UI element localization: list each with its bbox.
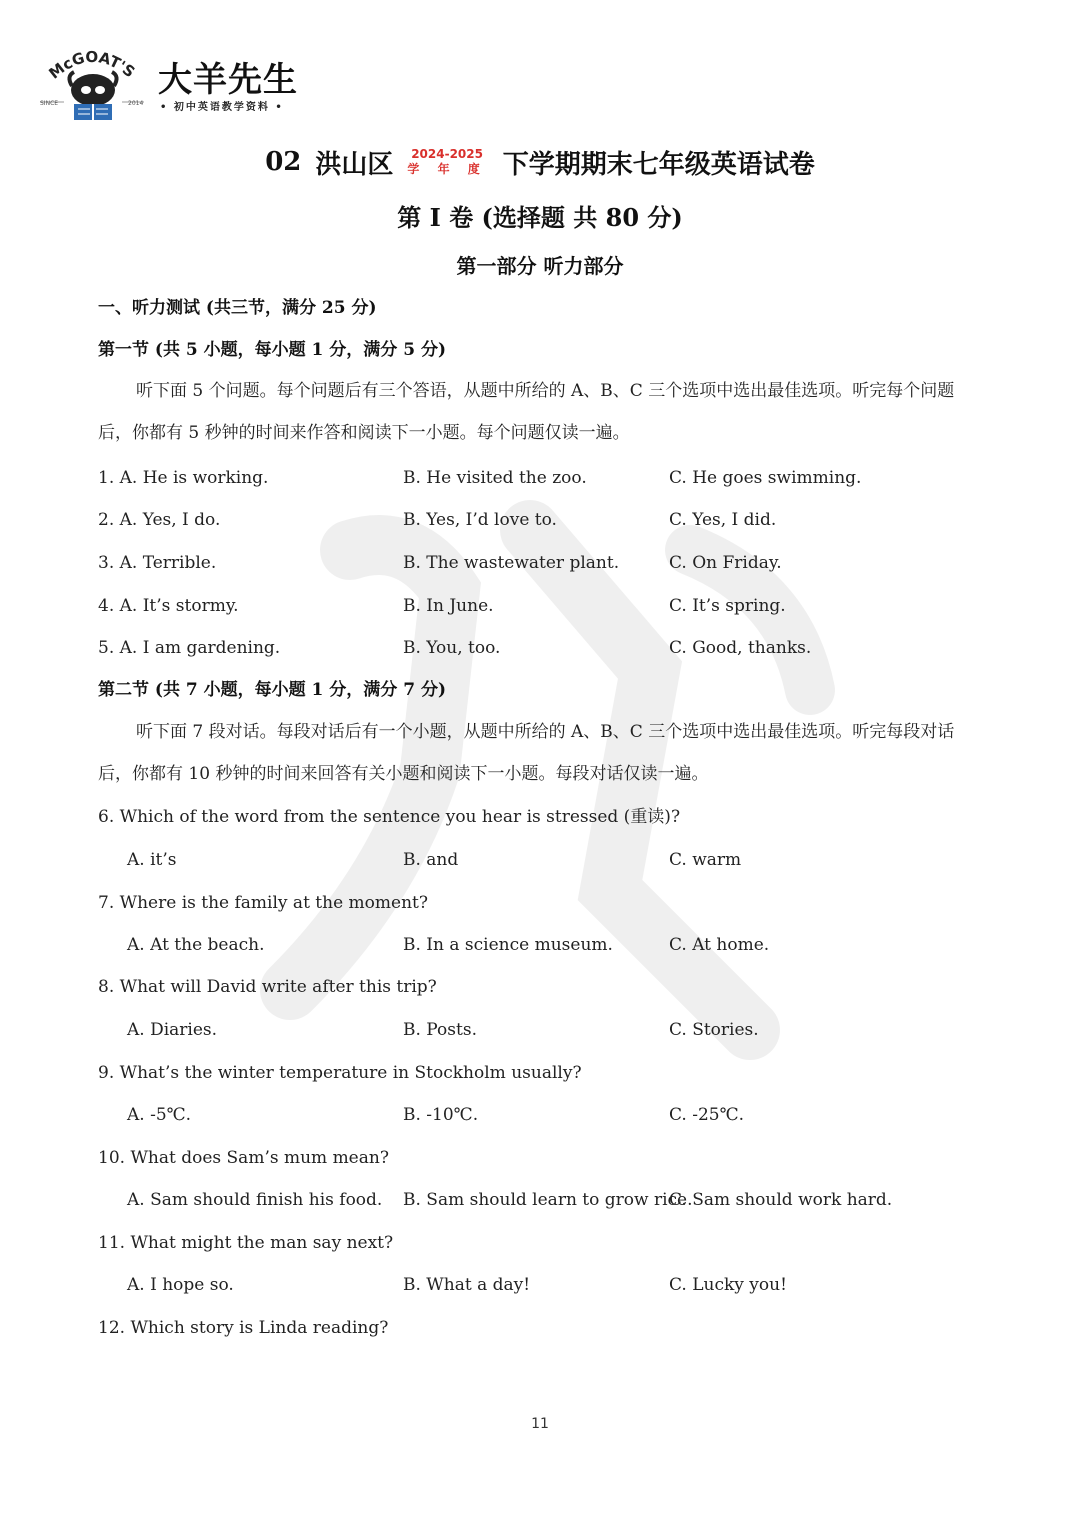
- q3-option-c: C. On Friday.: [669, 553, 782, 573]
- q2-option-c: C. Yes, I did.: [669, 510, 777, 530]
- q12-stem: 12. Which story is Linda reading?: [98, 1318, 389, 1338]
- brand-logo: [36, 46, 306, 130]
- q8-option-a: A. Diaries.: [127, 1020, 218, 1040]
- section1-instructions: 听下面 5 个问题。每个问题后有三个答语，从题中所给的 A、B、C 三个选项中选出最佳选项。听完每个问题后，你都有 5 秒钟的时间来作答和阅读下一小题。每个问题仅读一遍。: [98, 381, 955, 443]
- q4-option-a: 4. A. It’s stormy.: [98, 596, 239, 616]
- title-text: 下学期期末七年级英语试卷: [502, 149, 815, 180]
- q11-option-a: A. I hope so.: [127, 1275, 234, 1295]
- q11-stem: 11. What might the man say next?: [98, 1233, 394, 1253]
- q4-option-b: B. In June.: [403, 596, 494, 616]
- q7-option-b: B. In a science museum.: [403, 935, 613, 955]
- q6-stem: 6. Which of the word from the sentence you hear is stressed (重读)?: [98, 807, 681, 827]
- brand-tagline: • 初中英语教学资料 •: [160, 102, 284, 113]
- section-main-heading: 一、听力测试 (共三节，满分 25 分): [98, 298, 377, 318]
- q9-stem: 9. What’s the winter temperature in Stockholm usually?: [98, 1063, 582, 1083]
- q5-option-a: 5. A. I am gardening.: [98, 638, 281, 658]
- section2-heading: 第二节 (共 7 小题，每小题 1 分，满分 7 分): [98, 680, 447, 700]
- brand-arc-text: [40, 46, 144, 86]
- q9-option-b: B. -10℃.: [403, 1105, 479, 1125]
- q8-option-b: B. Posts.: [403, 1020, 477, 1040]
- title-number: 02: [265, 147, 302, 177]
- school-year: 2024-2025: [411, 147, 483, 161]
- section2-instructions: 听下面 7 段对话。每段对话后有一个小题，从题中所给的 A、B、C 三个选项中选出最佳选项。听完每段对话后，你都有 10 秒钟的时间来回答有关小题和阅读下一小题。每段对话仅读一遍。: [98, 722, 955, 784]
- q1-option-c: C. He goes swimming.: [669, 468, 862, 488]
- q10-option-c: C. Sam should work hard.: [669, 1190, 893, 1210]
- q5-option-b: B. You, too.: [403, 638, 501, 658]
- q2-option-b: B. Yes, I’d love to.: [403, 510, 557, 530]
- q11-option-b: B. What a day!: [403, 1275, 531, 1295]
- brand-name: 大羊先生: [158, 60, 298, 100]
- q7-option-c: C. At home.: [669, 935, 770, 955]
- q3-option-b: B. The wastewater plant.: [403, 553, 620, 573]
- school-year-label: 学 年 度: [407, 162, 487, 176]
- q5-option-c: C. Good, thanks.: [669, 638, 812, 658]
- q10-stem: 10. What does Sam’s mum mean?: [98, 1148, 389, 1168]
- logo-year: 2014: [128, 100, 144, 107]
- q8-option-c: C. Stories.: [669, 1020, 759, 1040]
- svg-text:McGOAT'S: McGOAT'S: [45, 47, 139, 83]
- q6-option-a: A. it’s: [127, 850, 177, 870]
- goat-badge: [36, 46, 148, 130]
- q2-option-a: 2. A. Yes, I do.: [98, 510, 221, 530]
- volume-title: 第 I 卷 (选择题 共 80 分): [397, 203, 683, 232]
- q6-option-c: C. warm: [669, 850, 742, 870]
- logo-since: SINCE: [40, 100, 59, 107]
- school-year-stamp: [407, 147, 486, 177]
- q9-option-a: A. -5℃.: [127, 1105, 192, 1125]
- section1-heading: 第一节 (共 5 小题，每小题 1 分，满分 5 分): [98, 340, 447, 360]
- q10-option-a: A. Sam should finish his food.: [127, 1190, 383, 1210]
- exam-title: [0, 140, 1080, 184]
- q3-option-a: 3. A. Terrible.: [98, 553, 217, 573]
- q1-option-a: 1. A. He is working.: [98, 468, 269, 488]
- q8-stem: 8. What will David write after this trip?: [98, 977, 437, 997]
- q11-option-c: C. Lucky you!: [669, 1275, 787, 1295]
- title-district: 洪山区: [315, 149, 394, 180]
- q7-stem: 7. Where is the family at the moment?: [98, 893, 428, 913]
- page-number: 11: [531, 1416, 549, 1432]
- q9-option-c: C. -25℃.: [669, 1105, 745, 1125]
- part-title: 第一部分 听力部分: [456, 254, 624, 278]
- q6-option-b: B. and: [403, 850, 459, 870]
- q10-option-b: B. Sam should learn to grow rice.: [403, 1190, 693, 1210]
- q1-option-b: B. He visited the zoo.: [403, 468, 587, 488]
- q7-option-a: A. At the beach.: [127, 935, 265, 955]
- q4-option-c: C. It’s spring.: [669, 596, 786, 616]
